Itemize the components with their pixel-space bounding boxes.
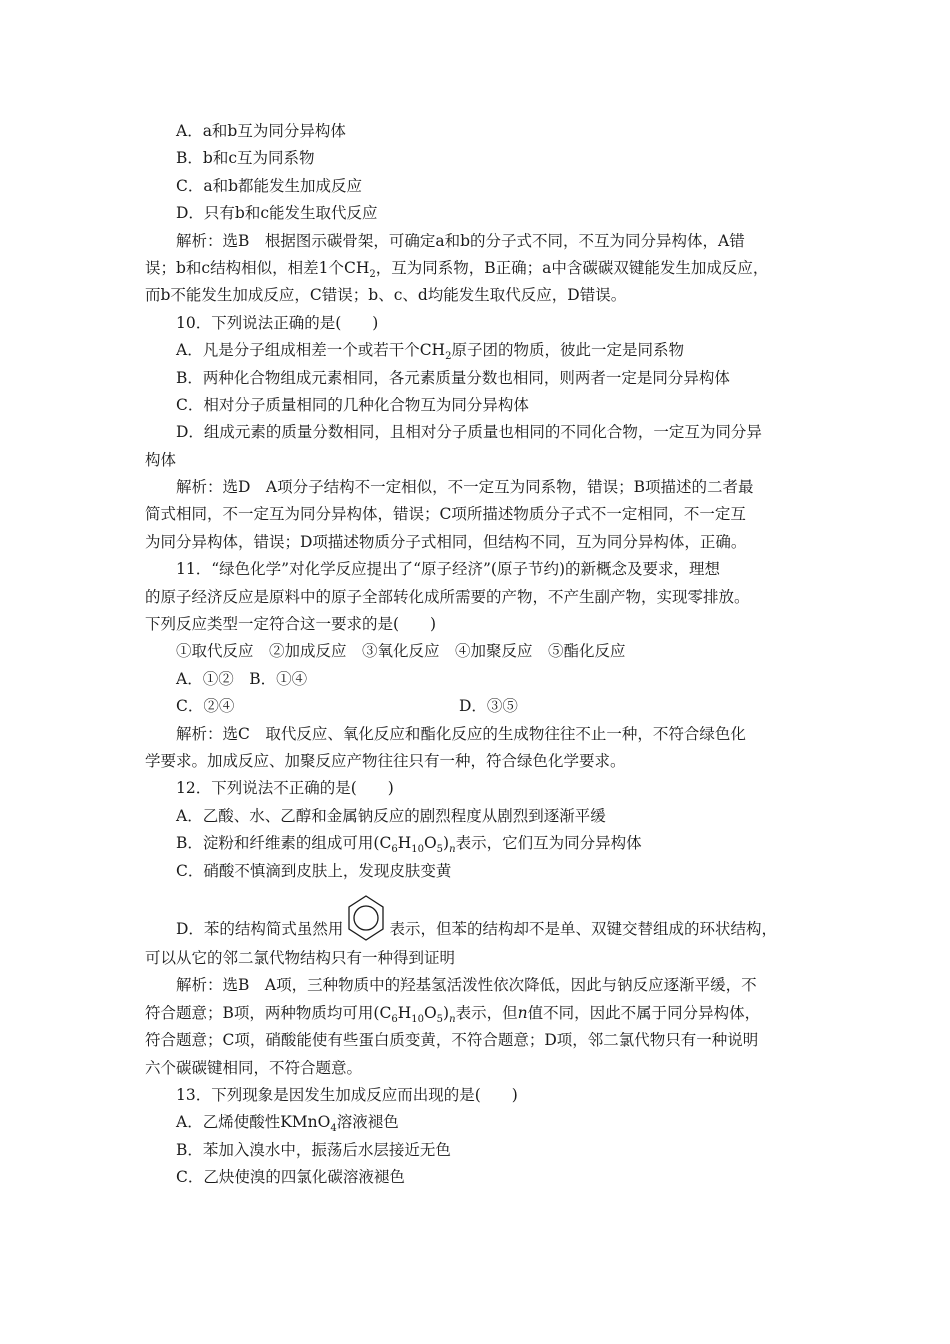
q11-stem-line-2: 的原子经济反应是原料中的原子全部转化成所需要的产物，不产生副产物，实现零排放。 [145, 587, 750, 606]
benzene-ring-icon [345, 893, 387, 943]
q9-option-b: B．b和c互为同系物 [176, 149, 315, 168]
q11-stem-line-1: 11．“绿色化学”对化学反应提出了“原子经济”(原子节约)的新概念及要求，理想 [176, 560, 721, 579]
q13-option-b: B．苯加入溴水中，振荡后水层接近无色 [176, 1140, 451, 1159]
q9-option-d: D．只有b和c能发生取代反应 [176, 204, 378, 223]
q11-option-c: C．②④ [176, 697, 235, 716]
q12-option-a: A．乙酸、水、乙醇和金属钠反应的剧烈程度从剧烈到逐渐平缓 [176, 806, 606, 825]
q11-answer-line-2: 学要求。加成反应、加聚反应产物往往只有一种，符合绿色化学要求。 [145, 751, 626, 770]
q11-stem-line-3: 下列反应类型一定符合这一要求的是( ) [145, 615, 437, 634]
q13-option-c: C．乙炔使溴的四氯化碳溶液褪色 [176, 1168, 405, 1187]
q10-option-d-line-1: D．组成元素的质量分数相同，且相对分子质量也相同的不同化合物，一定互为同分异 [176, 423, 762, 442]
q12-stem: 12．下列说法不正确的是( ) [176, 779, 394, 798]
q9-answer-line-1: 解析：选B 根据图示碳骨架，可确定a和b的分子式不同，不互为同分异构体，A错 [176, 231, 745, 250]
q11-answer-line-1: 解析：选C 取代反应、氧化反应和酯化反应的生成物往往不止一种，不符合绿色化 [176, 724, 746, 743]
q10-option-d-line-2: 构体 [145, 450, 177, 469]
q11-reaction-types: ①取代反应 ②加成反应 ③氧化反应 ④加聚反应 ⑤酯化反应 [176, 642, 626, 661]
q12-answer-line-2: 符合题意；B项，两种物质均可用$(C_6H_{10}O_5)_n$表示，但n值不同，因此不属于同分异构体， [145, 1003, 761, 1025]
q10-option-b: B．两种化合物组成元素相同，各元素质量分数也相同，则两者一定是同分异构体 [176, 368, 730, 387]
q12-option-b: B．淀粉和纤维素的组成可用$(C_6H_{10}O_5)_n$表示，它们互为同分异构体 [176, 834, 642, 856]
q9-answer-line-3: 而b不能发生加成反应，C错误；b、c、d均能发生取代反应，D错误。 [145, 286, 627, 305]
document-page [145, 118, 817, 1191]
q12-option-d-line-2: 可以从它的邻二氯代物结构只有一种得到证明 [145, 948, 456, 967]
q10-answer-line-2: 简式相同，不一定互为同分异构体，错误；C项所描述物质分子式不一定相同，不一定互 [145, 505, 746, 524]
q9-option-c: C．a和b都能发生加成反应 [176, 176, 363, 195]
q13-option-a: A．乙烯使酸性KMnO$_4$溶液褪色 [176, 1113, 399, 1135]
q11-options-ab: A．①② B．①④ [176, 669, 308, 688]
q12-answer-line-4: 六个碳碳键相同，不符合题意。 [145, 1058, 363, 1077]
q10-answer-line-1: 解析：选D A项分子结构不一定相似，不一定互为同系物，错误；B项描述的二者最 [176, 478, 754, 497]
q13-stem: 13．下列现象是因发生加成反应而出现的是( ) [176, 1085, 518, 1104]
q11-options-cd [145, 693, 817, 720]
q12-option-c: C．硝酸不慎滴到皮肤上，发现皮肤变黄 [176, 861, 452, 880]
q10-answer-line-3: 为同分异构体，错误；D项描述物质分子式相同，但结构不同，互为同分异构体，正确。 [145, 532, 747, 551]
q11-option-d: D．③⑤ [459, 697, 518, 716]
q10-stem: 10．下列说法正确的是( ) [176, 313, 379, 332]
q9-answer-line-2: 误；b和c结构相似，相差1个$CH_2$，互为同系物，B正确；a中含碳碳双键能发生加成反应， [145, 258, 769, 281]
q12-answer-line-3: 符合题意；C项，硝酸能使有些蛋白质变黄，不符合题意；D项，邻二氯代物只有一种说明 [145, 1031, 759, 1050]
q12-answer-line-1: 解析：选B A项，三种物质中的羟基氢活泼性依次降低，因此与钠反应逐渐平缓，不 [176, 976, 757, 995]
q10-option-c: C．相对分子质量相同的几种化合物互为同分异构体 [176, 395, 529, 414]
q12-option-d-line-1: D．苯的结构简式虽然用 表示，但苯的结构却不是单、双键交替组成的环状结构， [145, 885, 817, 945]
q10-option-a: A．凡是分子组成相差一个或若干个$CH_2$原子团的物质，彼此一定是同系物 [176, 341, 684, 363]
q9-option-a: A．a和b互为同分异构体 [176, 122, 346, 140]
